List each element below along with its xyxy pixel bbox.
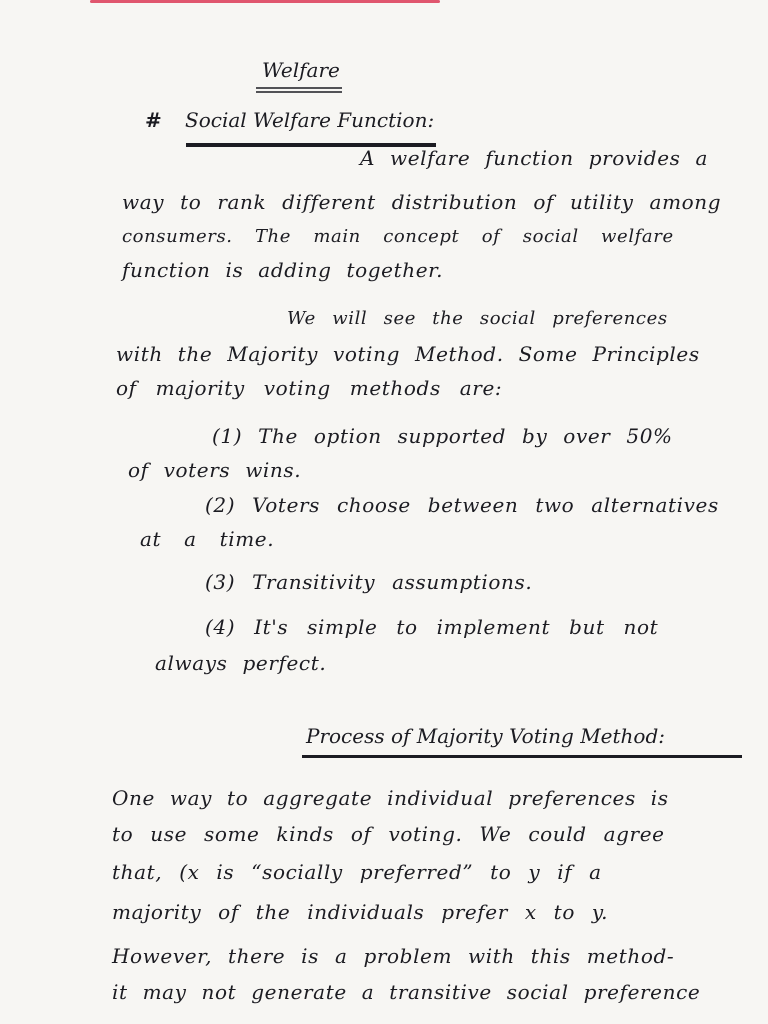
principle-item: (2) Voters choose between two alternatives <box>205 493 719 517</box>
text-line: consumers. The main concept of social welfare <box>122 226 674 247</box>
section-heading <box>145 108 434 132</box>
text-line: majority of the individuals prefer x to y. <box>112 900 609 924</box>
text-line: with the Majority voting Method. Some Principles <box>116 342 700 366</box>
principle-item: (4) It's simple to implement but not <box>205 615 659 639</box>
principle-item: (1) The option supported by over 50% <box>212 424 673 448</box>
text-line: it may not generate a transitive social preference <box>112 980 701 1004</box>
principle-item: (3) Transitivity assumptions. <box>205 570 533 594</box>
text-line: We will see the social preferences <box>287 308 668 329</box>
title-double-underline <box>256 87 342 93</box>
principle-item: always perfect. <box>155 651 327 675</box>
page-title: Welfare <box>262 58 340 82</box>
page-top-edge <box>90 0 440 3</box>
text-line: of majority voting methods are: <box>116 376 503 400</box>
section-heading-text: Social Welfare Function: <box>185 108 435 132</box>
process-heading: Process of Majority Voting Method: <box>306 724 666 748</box>
principle-item: at a time. <box>140 527 275 551</box>
text-line: However, there is a problem with this method- <box>112 944 675 968</box>
heading-bullet: # <box>145 108 162 132</box>
process-heading-underline <box>302 755 742 758</box>
text-line: A welfare function provides a <box>360 146 708 170</box>
text-line: to use some kinds of voting. We could agree <box>112 822 665 846</box>
text-line: that, (x is “socially preferred” to y if a <box>112 860 602 884</box>
text-line: way to rank different distribution of utility among <box>122 190 722 214</box>
text-line: function is adding together. <box>122 258 444 282</box>
principle-item: of voters wins. <box>128 458 302 482</box>
text-line: One way to aggregate individual preferences is <box>112 786 669 810</box>
